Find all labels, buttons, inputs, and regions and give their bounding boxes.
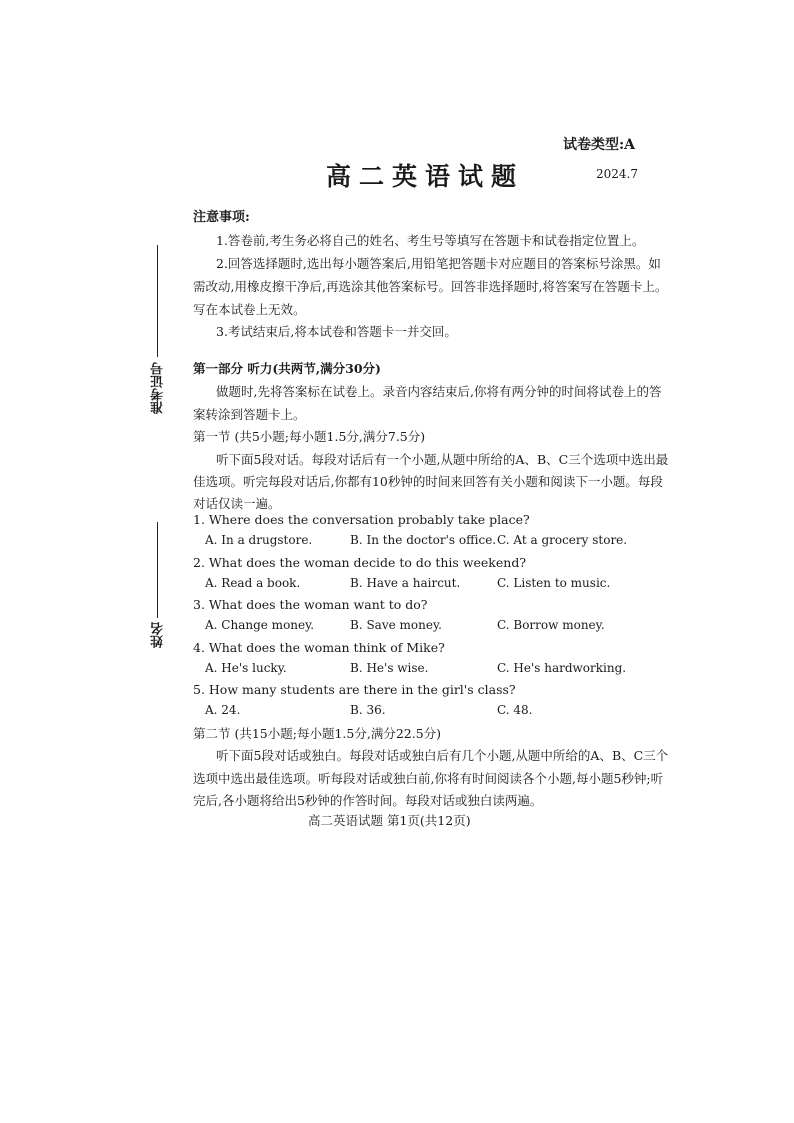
- question-1-option-c: C. At a grocery store.: [497, 533, 628, 547]
- paper-type-label: 试卷类型:A: [563, 137, 636, 153]
- page-title: 高二英语试题: [326, 162, 525, 191]
- section1-instr-line-2: 佳选项。听完每段对话后,你都有10秒钟的时间来回答有关小题和阅读下一小题。每段: [193, 474, 663, 489]
- question-3: 3. What does the woman want to do?: [193, 597, 428, 612]
- exam-id-label: 准考证号: [151, 362, 166, 414]
- name-line: [157, 522, 158, 618]
- question-5-option-c: C. 48.: [497, 703, 533, 717]
- notice-item-3: 3.考试结束后,将本试卷和答题卡一并交回。: [216, 324, 457, 339]
- notice-item-2-line-3: 写在本试卷上无效。: [193, 302, 306, 317]
- notice-item-2-line-1: 2.回答选择题时,选出每小题答案后,用铅笔把答题卡对应题目的答案标号涂黑。如: [216, 256, 661, 271]
- exam-date: 2024.7: [596, 167, 638, 181]
- section1-instr-line-1: 听下面5段对话。每段对话后有一个小题,从题中所给的A、B、C三个选项中选出最: [216, 452, 669, 467]
- part1-heading: 第一部分 听力(共两节,满分30分): [193, 361, 381, 376]
- section1-heading: 第一节 (共5小题;每小题1.5分,满分7.5分): [193, 429, 426, 444]
- question-2: 2. What does the woman decide to do this weekend?: [193, 555, 527, 570]
- question-1-option-a: A. In a drugstore.: [205, 533, 313, 547]
- section2-heading: 第二节 (共15小题;每小题1.5分,满分22.5分): [193, 726, 442, 741]
- question-5-option-a: A. 24.: [205, 703, 241, 717]
- question-2-option-b: B. Have a haircut.: [350, 576, 461, 590]
- exam-id-line: [157, 245, 158, 357]
- part1-intro-line-1: 做题时,先将答案标在试卷上。录音内容结束后,你将有两分钟的时间将试卷上的答: [216, 384, 662, 399]
- notice-heading: 注意事项:: [193, 210, 250, 225]
- question-2-option-c: C. Listen to music.: [497, 576, 611, 590]
- page-footer: 高二英语试题 第1页(共12页): [308, 813, 471, 828]
- question-1: 1. Where does the conversation probably take place?: [193, 512, 530, 527]
- question-3-option-a: A. Change money.: [205, 618, 315, 632]
- question-3-option-c: C. Borrow money.: [497, 618, 605, 632]
- question-3-option-b: B. Save money.: [350, 618, 442, 632]
- question-5-option-b: B. 36.: [350, 703, 386, 717]
- question-2-option-a: A. Read a book.: [205, 576, 301, 590]
- name-label: 姓名: [151, 622, 166, 648]
- part1-intro-line-2: 案转涂到答题卡上。: [193, 407, 306, 422]
- section2-instr-line-1: 听下面5段对话或独白。每段对话或独白后有几个小题,从题中所给的A、B、C三个: [216, 748, 669, 763]
- notice-item-2-line-2: 需改动,用橡皮擦干净后,再选涂其他答案标号。回答非选择题时,将答案写在答题卡上。: [193, 279, 668, 294]
- question-4-option-b: B. He's wise.: [350, 661, 429, 675]
- section2-instr-line-3: 完后,各小题将给出5秒钟的作答时间。每段对话或独白读两遍。: [193, 793, 543, 808]
- question-5: 5. How many students are there in the girl's class?: [193, 682, 516, 697]
- section1-instr-line-3: 对话仅读一遍。: [193, 496, 281, 511]
- notice-item-1: 1.答卷前,考生务必将自己的姓名、考生号等填写在答题卡和试卷指定位置上。: [216, 233, 645, 248]
- question-4-option-c: C. He's hardworking.: [497, 661, 627, 675]
- section2-instr-line-2: 选项中选出最佳选项。听每段对话或独白前,你将有时间阅读各个小题,每小题5秒钟;听: [193, 771, 664, 786]
- question-1-option-b: B. In the doctor's office.: [350, 533, 497, 547]
- question-4: 4. What does the woman think of Mike?: [193, 640, 445, 655]
- question-4-option-a: A. He's lucky.: [205, 661, 287, 675]
